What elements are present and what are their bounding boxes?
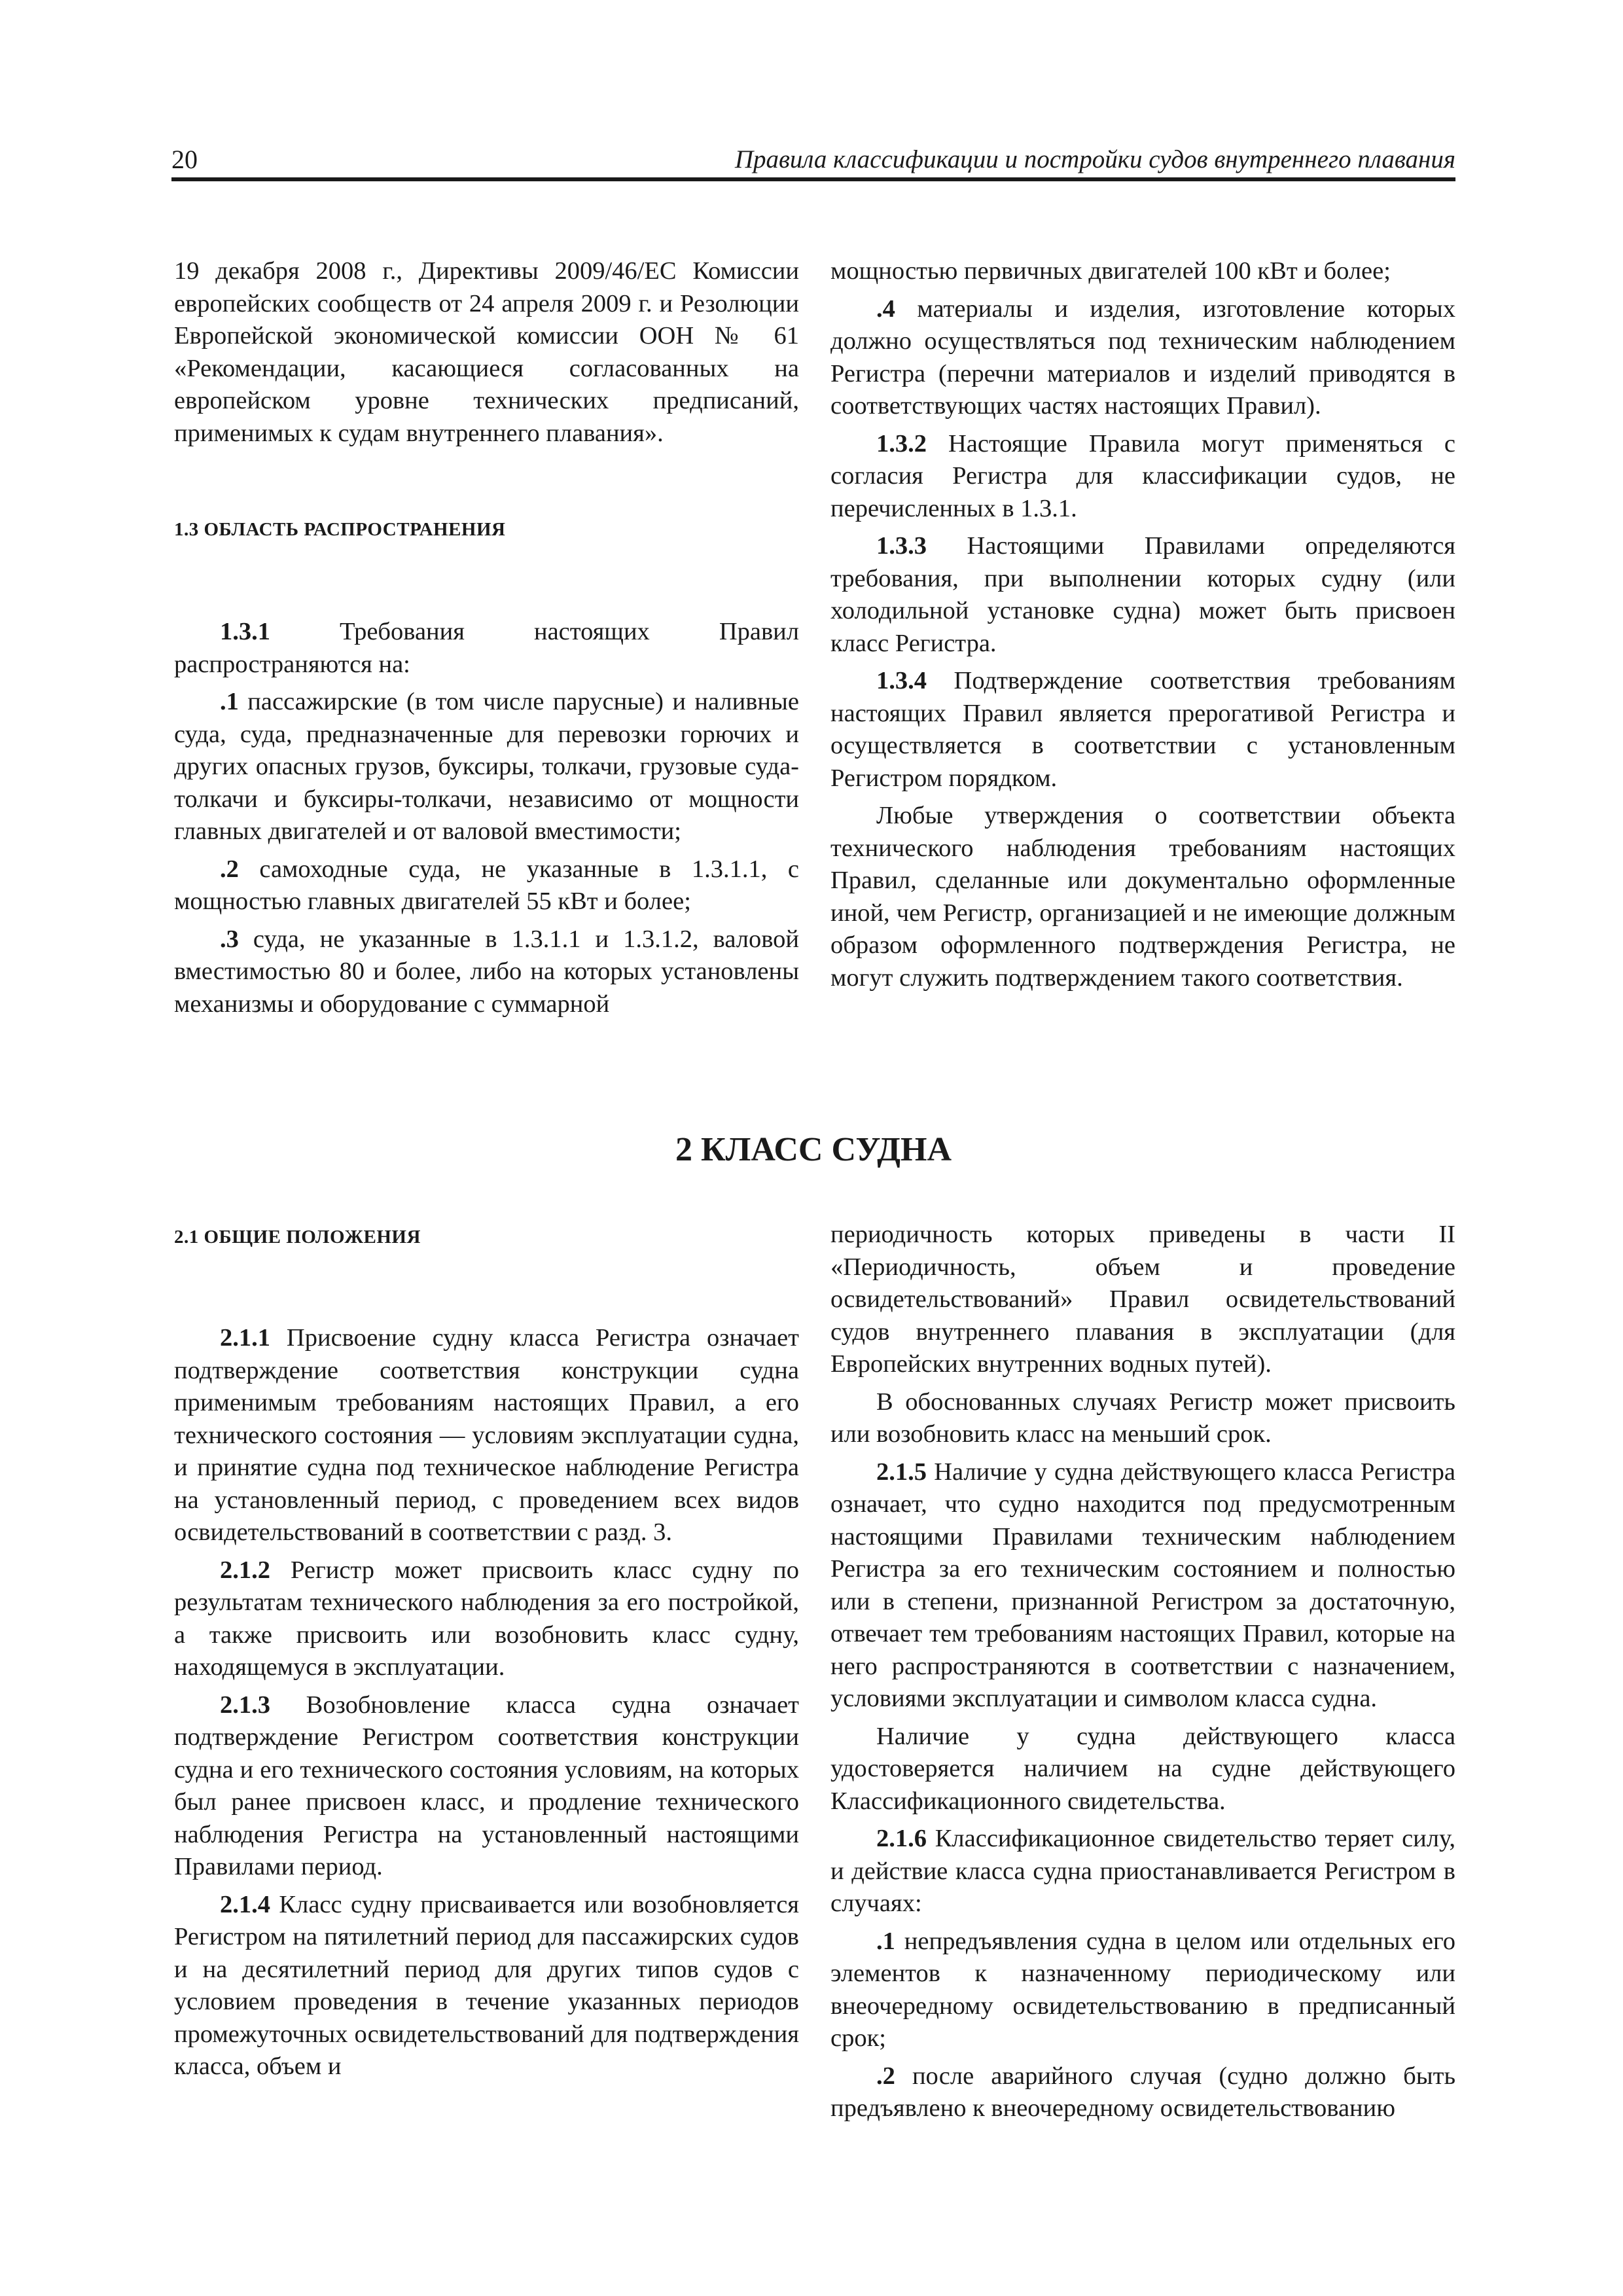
top-left-column <box>174 255 799 1020</box>
clause-number: 2.1.6 <box>876 1825 927 1852</box>
item-text: материалы и изделия, изготовление которых должно осуществляться под техническим наблюдением Регистра (перечни материалов и изделий приводятся в соответствующих частях настоящих Правил). <box>830 295 1455 420</box>
paragraph: 19 декабря 2008 г., Директивы 2009/46/ЕС Комиссии европейских сообществ от 24 апреля 2009 г. и Резолюции Европейской экономической комиссии ООН № 61 «Рекомендации, касающиеся согласованных на европейском уровне технических предписаний, применимых к судам внутреннего плавания». <box>174 257 799 447</box>
paragraph-2-1-4 <box>174 1889 799 2083</box>
paragraph-1-3-4 <box>830 665 1455 795</box>
paragraph-1-3-1 <box>174 616 799 681</box>
clause-text: Настоящими Правилами определяются требования, при выполнении которых судну (или холодильной установке судна) может быть присвоен класс Регистра. <box>830 532 1455 657</box>
list-item-3 <box>174 924 799 1021</box>
clause-number: 2.1.4 <box>220 1890 270 1918</box>
section-title-2-1: 2.1 ОБЩИЕ ПОЛОЖЕНИЯ <box>174 1227 421 1247</box>
chapter-title: 2 КЛАСС СУДНА <box>675 1131 952 1168</box>
clause-text: Наличие у судна действующего класса Регистра означает, что судно находится под предусмотренным настоящими Правилами техническим наблюдением Регистра за его техническим состоянием и полностью или в степени, признанной Регистром за достаточную, отвечает тем требованиям настоящих Правил, которые на него распространяются в соответствии с назначением, условиями эксплуатации и символом класса судна. <box>830 1458 1455 1712</box>
item-number: .1 <box>220 688 239 715</box>
clause-number: 2.1.1 <box>220 1324 270 1352</box>
list-item-2 <box>174 853 799 918</box>
clause-number: 2.1.2 <box>220 1556 270 1584</box>
clause-text: Подтверждение соответствия требованиям настоящих Правил является прерогативой Регистра и осуществляется в соответствии с установленным Регистром порядком. <box>830 667 1455 792</box>
list-item-1 <box>830 1926 1455 2055</box>
bottom-left-column <box>174 1224 799 2083</box>
list-item-4 <box>830 293 1455 423</box>
bottom-right-column <box>830 1219 1455 2125</box>
item-number: .2 <box>220 855 239 883</box>
paragraph-1-3-3 <box>830 530 1455 660</box>
item-number: .4 <box>876 295 895 323</box>
section-title-1-3: 1.3 ОБЛАСТЬ РАСПРОСТРАНЕНИЯ <box>174 519 506 540</box>
item-number: .3 <box>220 925 239 953</box>
clause-text: Класс судну присваивается или возобновляется Регистром на пятилетний период для пассажирских судов и на десятилетний период для других типов судов с условием проведения в течение указанных периодов промежуточных освидетельствований для подтверждения класса, объем и <box>174 1890 799 2080</box>
paragraph-2-1-3 <box>174 1689 799 1884</box>
item-text: самоходные суда, не указанные в 1.3.1.1, с мощностью главных двигателей 55 кВт и более; <box>174 855 799 915</box>
clause-number: 1.3.4 <box>876 667 927 694</box>
paragraph-2-1-1 <box>174 1322 799 1549</box>
item-text: суда, не указанные в 1.3.1.1 и 1.3.1.2, валовой вместимостью 80 и более, либо на которых установлены механизмы и оборудование с суммарной <box>174 925 799 1018</box>
item-number: .2 <box>876 2062 895 2090</box>
clause-number: 1.3.1 <box>220 618 270 645</box>
paragraph: Любые утверждения о соответствии объекта технического наблюдения требованиям настоящих Правил, сделанные или документально оформленные иной, чем Регистр, организацией и не имеющие должным образом оформленного подтверждения Регистра, не могут служить подтверждением такого соответствия. <box>830 802 1455 992</box>
paragraph: В обоснованных случаях Регистр может присвоить или возобновить класс на меньший срок. <box>830 1388 1455 1448</box>
page-number: 20 <box>171 145 198 174</box>
list-item-2 <box>830 2060 1455 2125</box>
header-rule <box>171 177 1455 181</box>
paragraph-2-1-2 <box>174 1554 799 1684</box>
clause-text: Настоящие Правила могут применяться с согласия Регистра для классификации судов, не перечисленных в 1.3.1. <box>830 429 1455 522</box>
paragraph-2-1-5 <box>830 1456 1455 1715</box>
paragraph: Наличие у судна действующего класса удостоверяется наличием на судне действующего Классификационного свидетельства. <box>830 1722 1455 1815</box>
running-title: Правила классификации и постройки судов внутреннего плавания <box>734 145 1455 173</box>
list-item-1 <box>174 686 799 848</box>
clause-text: Регистр может присвоить класс судну по результатам технического наблюдения за его постройкой, а также присвоить или возобновить класс судну, находящемуся в эксплуатации. <box>174 1556 799 1681</box>
paragraph: мощностью первичных двигателей 100 кВт и более; <box>830 257 1391 285</box>
item-text: пассажирские (в том числе парусные) и наливные суда, суда, предназначенные для перевозки горючих и других опасных грузов, буксиры, толкачи, грузовые суда-толкачи и буксиры-толкачи, независимо от мощности главных двигателей и от валовой вместимости; <box>174 688 799 845</box>
paragraph: периодичность которых приведены в части II «Периодичность, объем и проведение освидетельствований» Правил освидетельствований судов внутреннего плавания в эксплуатации (для Европейских внутренних водных путей). <box>830 1221 1455 1378</box>
item-text: после аварийного случая (судно должно быть предъявлено к внеочередному освидетельствованию <box>830 2062 1455 2122</box>
item-text: непредъявления судна в целом или отдельных его элементов к назначенному периодическому или внеочередному освидетельствованию в предписанный срок; <box>830 1927 1455 2052</box>
clause-number: 2.1.3 <box>220 1691 270 1719</box>
paragraph-1-3-2 <box>830 428 1455 526</box>
clause-text: Требования настоящих Правил распространяются на: <box>174 618 799 678</box>
top-right-column <box>830 255 1455 994</box>
clause-text: Присвоение судну класса Регистра означает подтверждение соответствия конструкции судна применимым требованиям настоящих Правил, а его технического состояния — условиям эксплуатации судна, и принятие судна под техническое наблюдение Регистра на установленный период, с проведением всех видов освидетельствований в соответствии с разд. 3. <box>174 1324 799 1546</box>
clause-text: Возобновление класса судна означает подтверждение Регистром соответствия конструкции судна и его технического состояния условиям, на которых был ранее присвоен класс, и продление технического наблюдения Регистра на установленный настоящими Правилами период. <box>174 1691 799 1880</box>
clause-number: 2.1.5 <box>876 1458 927 1486</box>
paragraph-2-1-6 <box>830 1823 1455 1920</box>
clause-number: 1.3.3 <box>876 532 927 560</box>
clause-number: 1.3.2 <box>876 429 927 457</box>
item-number: .1 <box>876 1927 895 1955</box>
page-header <box>171 140 1455 179</box>
clause-text: Классификационное свидетельство теряет силу, и действие класса судна приостанавливается Регистром в случаях: <box>830 1825 1455 1917</box>
